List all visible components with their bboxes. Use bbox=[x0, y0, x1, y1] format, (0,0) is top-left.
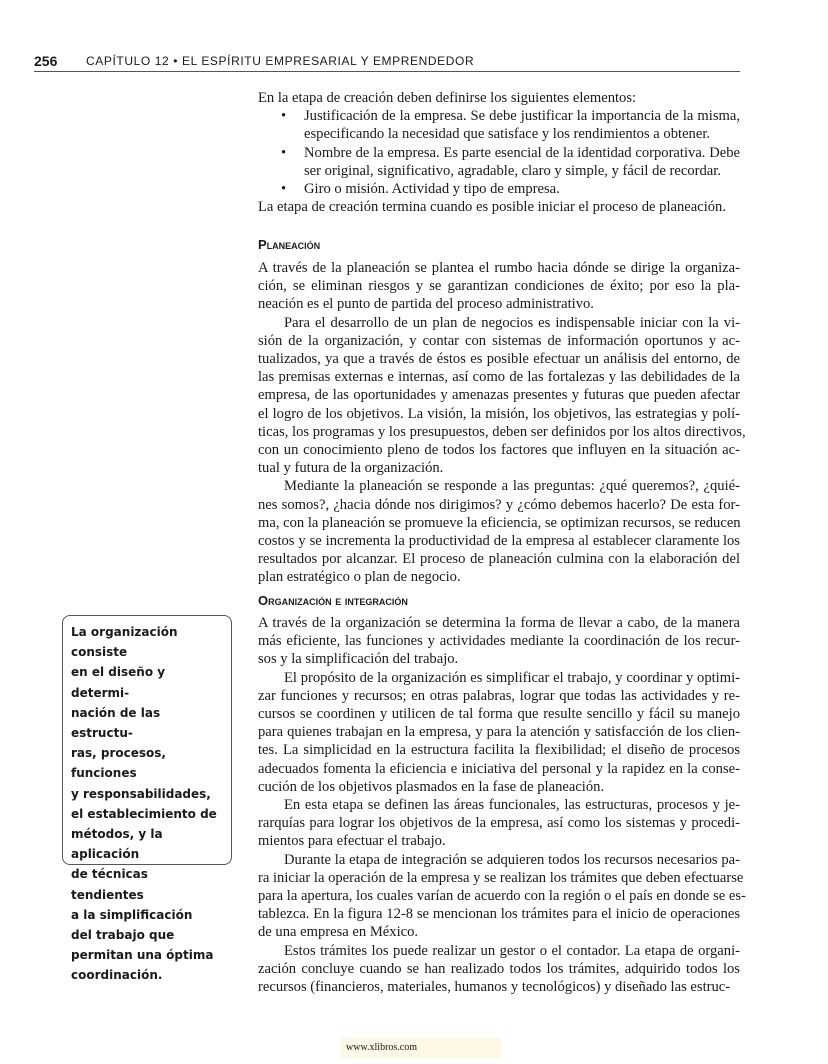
note-line: métodos, y la aplicación bbox=[71, 827, 163, 862]
text-line: las premisas externas e internas, así como de las fortalezas y las debilidades de la bbox=[258, 369, 740, 386]
note-line: a la simplificación bbox=[71, 907, 193, 922]
text-line: rarquías para lograr los objetivos de la empresa, así como los sistemas y procedi- bbox=[258, 815, 740, 832]
section-heading-organizacion: Organización e integración bbox=[258, 593, 408, 608]
page-number: 256 bbox=[34, 53, 58, 69]
text-line: el logro de los objetivos. La visión, la misión, los objetivos, las estrategias y polí- bbox=[258, 405, 740, 422]
intro-lead: En la etapa de creación deben definirse los siguientes elementos: bbox=[258, 90, 637, 106]
text-line: cursos se coordinen y utilicen de tal forma que resulte sencillo y fácil su manejo bbox=[258, 706, 740, 723]
note-line: y responsabilidades, bbox=[71, 786, 211, 801]
text-line: para la apertura, los cuales varían de acuerdo con la región o el país en donde se es- bbox=[258, 888, 746, 905]
text-line: Durante la etapa de integración se adquieren todos los recursos necesarios pa- bbox=[284, 851, 740, 868]
bullet-item bbox=[258, 144, 740, 180]
text-line: nes somos?, ¿hacia dónde nos dirigimos? y ¿cómo debemos hacerlo? De esta for- bbox=[258, 496, 740, 513]
intro-section bbox=[258, 89, 740, 216]
bullet-item bbox=[258, 180, 740, 198]
note-line: de técnicas tendientes bbox=[71, 867, 148, 902]
bullet-line: Justificación de la empresa. Se debe justificar la importancia de la misma, bbox=[304, 108, 740, 125]
note-line: La organización consiste bbox=[71, 625, 178, 660]
text-line: neación es el punto de partida del proceso administrativo. bbox=[258, 296, 594, 313]
note-line: el establecimiento de bbox=[71, 806, 217, 821]
note-line: ras, procesos, funciones bbox=[71, 746, 166, 781]
text-line: sos y la simplificación del trabajo. bbox=[258, 651, 459, 668]
text-line: adecuados fomenta la eficiencia e iniciativa del personal y la rapidez en la conse- bbox=[258, 760, 740, 777]
chapter-title: CAPÍTULO 12 • EL ESPÍRITU EMPRESARIAL Y EMPRENDEDOR bbox=[86, 54, 475, 68]
bullet-line: especificando la necesidad que satisface y los rendimientos a obtener. bbox=[304, 126, 711, 143]
paragraph bbox=[258, 259, 740, 314]
text-line: En esta etapa se definen las áreas funcionales, las estructuras, procesos y je- bbox=[284, 797, 740, 814]
note-line: permitan una óptima bbox=[71, 948, 214, 963]
planeacion-body bbox=[258, 259, 746, 587]
section-heading-planeacion: Planeación bbox=[258, 237, 321, 252]
text-line: con un conocimiento pleno de todos los factores que influyen en la situación ac- bbox=[258, 442, 740, 459]
paragraph bbox=[258, 477, 740, 586]
note-line: en el diseño y determi- bbox=[71, 665, 166, 700]
paragraph bbox=[258, 314, 746, 478]
bullet-item bbox=[258, 107, 740, 143]
paragraph bbox=[258, 942, 740, 997]
text-line: A través de la organización se determina la forma de llevar a cabo, de la manera bbox=[258, 615, 740, 631]
text-line: zación concluye cuando se han realizado todos los trámites, adquirido todos los bbox=[258, 960, 740, 977]
text-line: recursos (financieros, materiales, humanos y tecnológicos) y diseñado las estruc- bbox=[258, 979, 731, 996]
paragraph bbox=[258, 796, 740, 851]
text-line: Mediante la planeación se responde a las preguntas: ¿qué queremos?, ¿quié- bbox=[284, 478, 740, 495]
text-line: Estos trámites los puede realizar un gestor o el contador. La etapa de organi- bbox=[284, 942, 740, 959]
bullet-line: Nombre de la empresa. Es parte esencial de la identidad corporativa. Debe bbox=[304, 144, 740, 161]
text-line: Para el desarrollo de un plan de negocios es indispensable iniciar con la vi- bbox=[284, 314, 740, 331]
text-line: más eficiente, las funciones y actividades mediante la coordinación de los recur- bbox=[258, 633, 740, 650]
text-line: plan estratégico o plan de negocio. bbox=[258, 569, 461, 586]
note-line: nación de las estructu- bbox=[71, 705, 161, 741]
paragraph bbox=[258, 614, 740, 669]
running-header bbox=[34, 53, 740, 72]
bullet-icon: • bbox=[281, 144, 287, 161]
text-line: A través de la planeación se plantea el rumbo hacia dónde se dirige la organiza- bbox=[258, 260, 740, 276]
text-line: cución de los objetivos plasmados en la fase de planeación. bbox=[258, 778, 605, 795]
text-line: El propósito de la organización es simplificar el trabajo, y coordinar y optimi- bbox=[284, 669, 740, 686]
note-line: del trabajo que bbox=[71, 928, 175, 943]
note-line: coordinación. bbox=[71, 968, 163, 983]
text-line: tual y futura de la organización. bbox=[258, 460, 444, 477]
text-line: mientos para efectuar el trabajo. bbox=[258, 833, 446, 850]
text-line: sión de la organización, y contar con sistemas de información oportunos y ac- bbox=[258, 332, 740, 349]
text-line: tualizados, ya que a través de éstos es posible efectuar un análisis del entorno, de bbox=[258, 351, 740, 368]
text-line: empresa, de las oportunidades y amenazas presentes y futuras que pueden afectar bbox=[258, 387, 740, 404]
footer-url: www.xlibros.com bbox=[340, 1038, 501, 1058]
text-line: ción, se eliminan riesgos y se garantizan condiciones de éxito; por eso la pla- bbox=[258, 278, 740, 295]
margin-note bbox=[62, 615, 232, 983]
text-line: tes. La simplicidad en la estructura facilita la flexibilidad; el diseño de procesos bbox=[258, 742, 740, 759]
bullet-icon: • bbox=[281, 108, 287, 125]
bullet-icon: • bbox=[281, 181, 287, 198]
text-line: tablezca. En la figura 12-8 se mencionan los trámites para el inicio de operaciones bbox=[258, 906, 740, 923]
bullet-line: Giro o misión. Actividad y tipo de empresa. bbox=[304, 181, 560, 198]
text-line: para quienes trabajan en la empresa, y para la atención y satisfacción de los clien- bbox=[258, 724, 740, 741]
text-line: resultados por alcanzar. El proceso de planeación culmina con la elaboración del bbox=[258, 551, 740, 568]
text-line: costos y se incrementa la productividad de la empresa al establecer claramente los bbox=[258, 533, 740, 550]
organizacion-body bbox=[258, 614, 746, 996]
paragraph bbox=[258, 851, 746, 942]
text-line: ma, con la planeación se promueve la eficiencia, se optimizan recursos, se reducen bbox=[258, 514, 741, 531]
text-line: zar funciones y recursos; en otras palabras, lograr que todas las actividades y re- bbox=[258, 687, 740, 704]
paragraph bbox=[258, 669, 740, 796]
bullet-line: ser original, significativo, agradable, claro y simple, y fácil de recordar. bbox=[304, 162, 721, 179]
text-line: de una empresa en México. bbox=[258, 924, 419, 941]
text-line: ticas, los programas y los presupuestos, deben ser definidos por los altos directivos, bbox=[258, 423, 746, 440]
text-line: ra iniciar la operación de la empresa y se realizan los trámites que deben efectuarse bbox=[258, 869, 744, 886]
intro-closing: La etapa de creación termina cuando es posible iniciar el proceso de planeación. bbox=[258, 199, 726, 216]
